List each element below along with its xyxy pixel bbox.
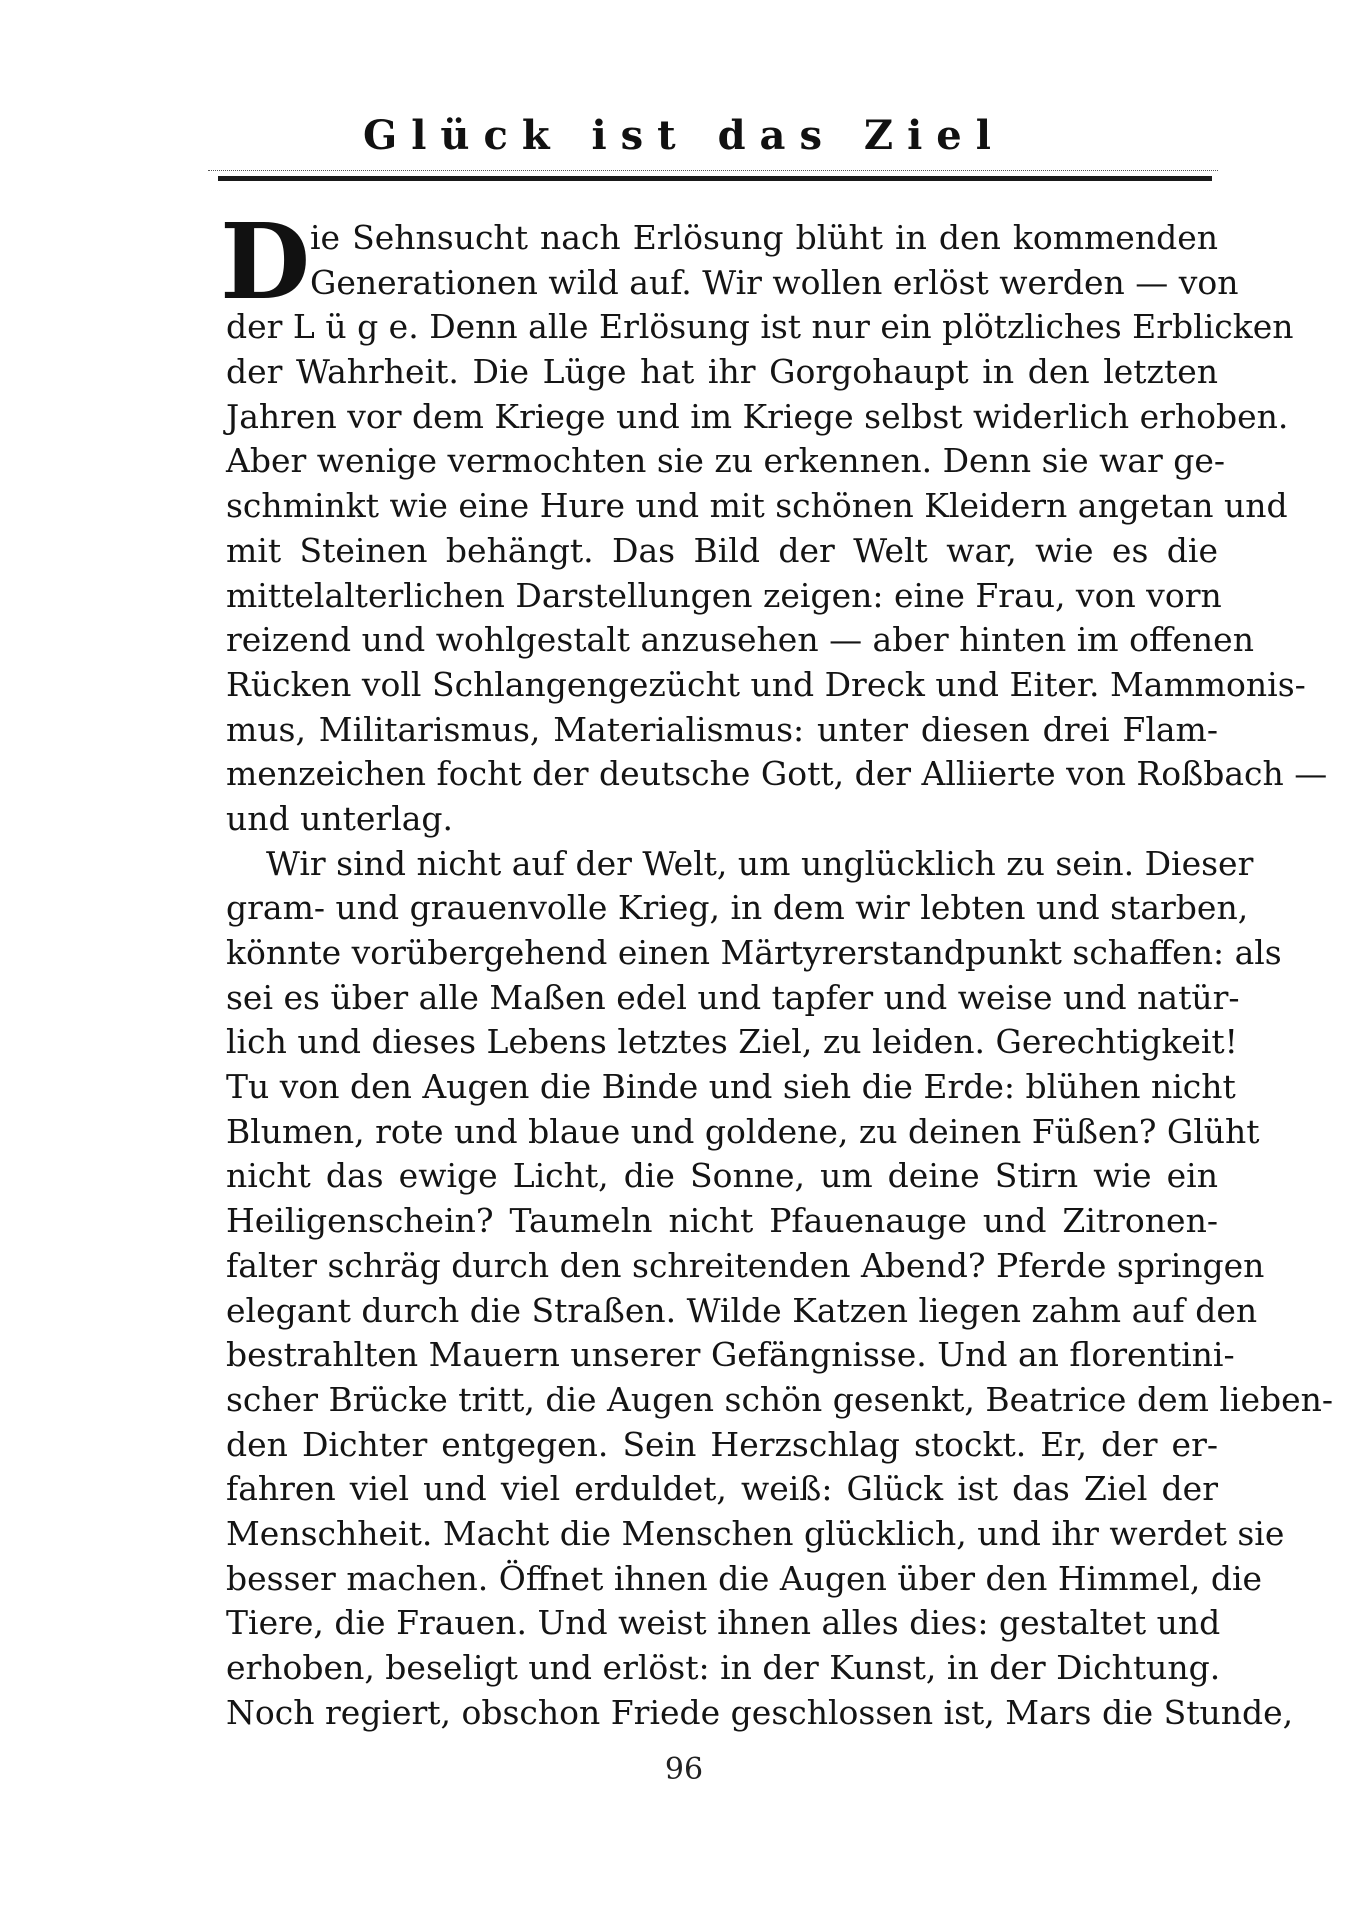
text-line: Generationen wild auf. Wir wollen erlöst werden — von	[310, 262, 1239, 302]
text-line: Heiligenschein? Taumeln nicht Pfauenauge und Zitronen-	[226, 1201, 1218, 1241]
text-line: falter schräg durch den schreitenden Abend? Pferde springen	[226, 1245, 1265, 1285]
text-line: fahren viel und viel erduldet, weiß: Glück ist das Ziel der	[226, 1469, 1218, 1509]
running-head: Glück ist das Ziel	[363, 112, 1005, 159]
text-line: könnte vorübergehend einen Märtyrerstandpunkt schaffen: als	[226, 933, 1282, 972]
paragraph-2	[226, 842, 1334, 1736]
text-line: sei es über alle Maßen edel und tapfer und weise und natür-	[226, 977, 1240, 1017]
text-line: und unterlag.	[226, 798, 454, 838]
text-line: Tiere, die Frauen. Und weist ihnen alles dies: gestaltet und	[226, 1603, 1221, 1643]
text-line: den Dichter entgegen. Sein Herzschlag stockt. Er, der er-	[226, 1424, 1218, 1464]
text-line: der L ü g e. Denn alle Erlösung ist nur ein plötzliches Erblicken	[226, 307, 1294, 347]
paragraph-1	[220, 200, 1328, 842]
text-line: scher Brücke tritt, die Augen schön gesenkt, Beatrice dem lieben-	[226, 1379, 1334, 1419]
header-rule	[218, 176, 1212, 181]
text-line: mittelalterlichen Darstellungen zeigen: eine Frau, von vorn	[226, 575, 1222, 615]
text-line: Tu von den Augen die Binde und sieh die Erde: blühen nicht	[226, 1067, 1236, 1107]
text-line: reizend und wohlgestalt anzusehen — aber hinten im offenen	[226, 620, 1254, 660]
text-line: mit Steinen behängt. Das Bild der Welt war, wie es die	[226, 530, 1218, 570]
text-line: der Wahrheit. Die Lüge hat ihr Gorgohaupt in den letzten	[226, 352, 1218, 392]
text-line: besser machen. Öffnet ihnen die Augen über den Himmel, die	[226, 1558, 1263, 1598]
text-line: menzeichen focht der deutsche Gott, der Alliierte von Roßbach —	[226, 754, 1328, 794]
page-number: 96	[664, 1752, 704, 1787]
text-line: Noch regiert, obschon Friede geschlossen ist, Mars die Stunde,	[226, 1692, 1294, 1732]
text-line: Rücken voll Schlangengezücht und Dreck und Eiter. Mammonis-	[226, 664, 1306, 704]
text-line: Aber wenige vermochten sie zu erkennen. Denn sie war ge-	[226, 441, 1226, 481]
text-line: gram- und grauenvolle Krieg, in dem wir lebten und starben,	[226, 888, 1249, 928]
text-line: schminkt wie eine Hure und mit schönen Kleidern angetan und	[226, 486, 1288, 526]
text-line: Jahren vor dem Kriege und im Kriege selbst widerlich erhoben.	[226, 396, 1289, 436]
text-line: erhoben, beseligt und erlöst: in der Kunst, in der Dichtung.	[226, 1648, 1221, 1687]
drop-cap: D	[220, 200, 311, 323]
body-text	[220, 200, 1334, 1735]
text-line: lich und dieses Lebens letztes Ziel, zu leiden. Gerechtigkeit!	[226, 1022, 1238, 1062]
text-line: Menschheit. Macht die Menschen glücklich, und ihr werdet sie	[226, 1513, 1285, 1553]
text-line: elegant durch die Straßen. Wilde Katzen liegen zahm auf den	[226, 1290, 1258, 1330]
text-line: bestrahlten Mauern unserer Gefängnisse. Und an florentini-	[226, 1335, 1235, 1375]
text-line: nicht das ewige Licht, die Sonne, um deine Stirn wie ein	[226, 1156, 1218, 1196]
text-line: Blumen, rote und blaue und goldene, zu deinen Füßen? Glüht	[226, 1111, 1260, 1151]
header-dotted-rule	[208, 170, 1218, 171]
text-line: ie Sehnsucht nach Erlösung blüht in den kommenden	[310, 218, 1218, 257]
text-line: Wir sind nicht auf der Welt, um unglücklich zu sein. Dieser	[266, 843, 1254, 883]
text-line: mus, Militarismus, Materialismus: unter diesen drei Flam-	[226, 709, 1218, 749]
